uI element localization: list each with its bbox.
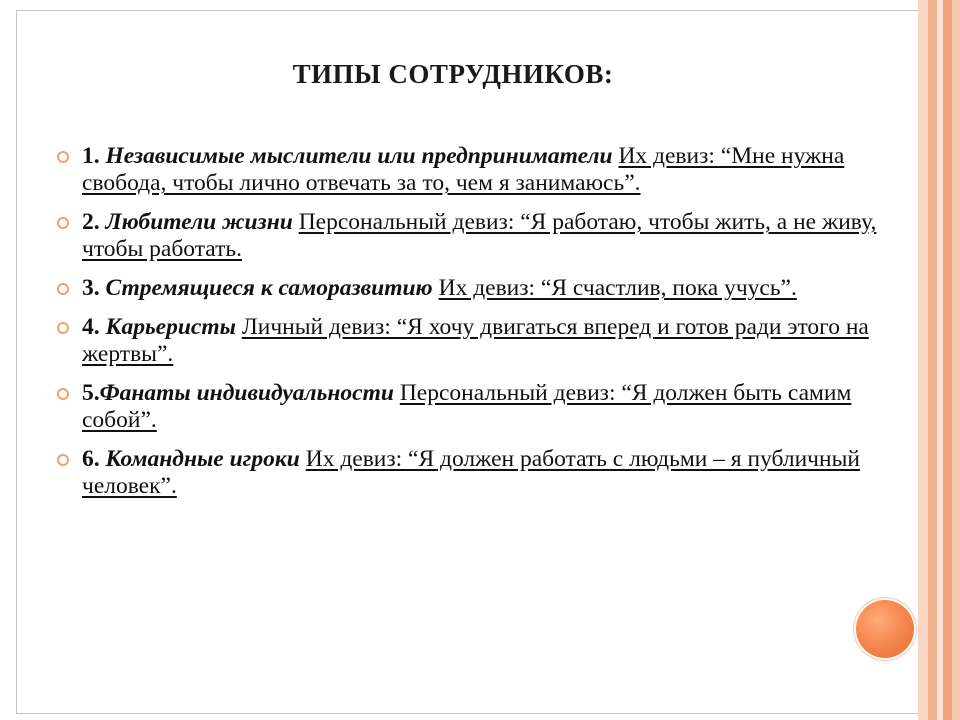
list-item	[55, 209, 895, 263]
item-number: 3.	[82, 275, 106, 301]
bullet-ring-icon	[57, 217, 69, 229]
item-motto: Персональный девиз: “Я работаю, чтобы жить, а не живу, чтобы работать.	[82, 209, 877, 262]
content-frame	[16, 10, 920, 714]
item-type-name: Независимые мыслители или предприниматели	[105, 143, 613, 169]
item-motto: Их девиз: “Я счастлив, пока учусь”.	[438, 275, 797, 301]
employee-types-list	[55, 143, 895, 512]
bullet-ring-icon	[57, 283, 69, 295]
page-title: ТИПЫ СОТРУДНИКОВ:	[292, 59, 614, 89]
item-motto: Их девиз: “Я должен работать с людьми – я публичный человек”.	[82, 446, 860, 499]
item-type-name: Карьеристы	[105, 314, 236, 340]
list-item	[55, 380, 895, 434]
item-number: 1.	[82, 143, 106, 169]
bullet-ring-icon	[57, 322, 69, 334]
item-type-name: Любители жизни	[105, 209, 293, 235]
item-motto: Их девиз: “Мне нужна свобода, чтобы лично отвечать за то, чем я занимаюсь”.	[82, 143, 845, 196]
stripe	[952, 0, 960, 720]
item-motto: Личный девиз: “Я хочу двигаться вперед и готов ради этого на жертвы”.	[82, 314, 869, 367]
item-number: 6.	[82, 446, 106, 472]
stripe	[918, 0, 928, 720]
item-type-name: Командные игроки	[105, 446, 300, 472]
item-number: 2.	[82, 209, 106, 235]
decorative-orange-circle	[856, 600, 914, 658]
bullet-ring-icon	[57, 454, 69, 466]
stripe	[943, 0, 952, 720]
item-type-name: Фанаты индивидуальности	[99, 380, 394, 406]
item-number: 5.	[82, 380, 100, 406]
decorative-side-stripes	[918, 0, 960, 720]
item-motto: Персональный девиз: “Я должен быть самим собой”.	[82, 380, 852, 433]
item-number: 4.	[82, 314, 106, 340]
slide-left-edge	[0, 0, 16, 720]
list-item	[55, 314, 895, 368]
stripe	[928, 0, 937, 720]
item-type-name: Стремящиеся к саморазвитию	[105, 275, 433, 301]
list-item	[55, 446, 895, 500]
bullet-ring-icon	[57, 388, 69, 400]
list-item	[55, 275, 895, 302]
bullet-ring-icon	[57, 151, 69, 163]
list-item	[55, 143, 895, 197]
